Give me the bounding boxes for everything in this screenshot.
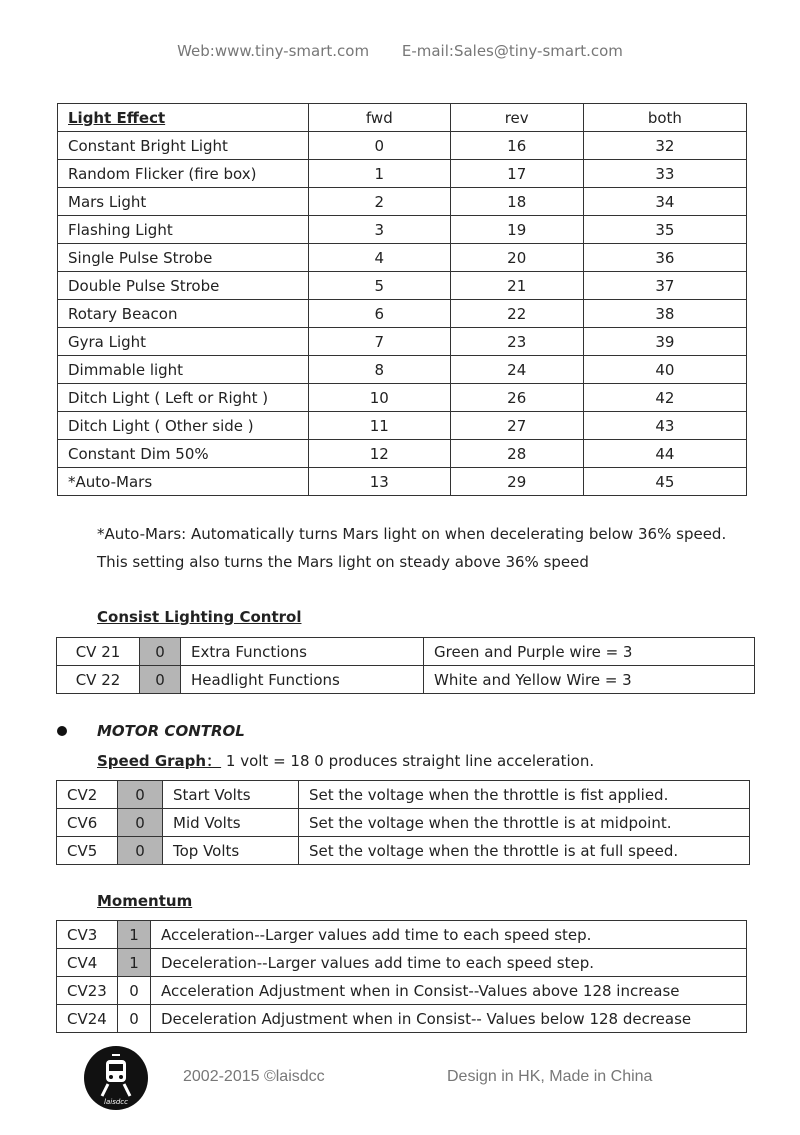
table-cell: Ditch Light ( Other side ) xyxy=(58,412,309,440)
table-cell: 35 xyxy=(583,216,746,244)
cv-number: CV5 xyxy=(57,837,118,865)
cv-description: Acceleration Adjustment when in Consist--Values above 128 increase xyxy=(151,977,747,1005)
table-cell: 2 xyxy=(309,188,451,216)
table-cell: 13 xyxy=(309,468,451,496)
table-cell: Constant Bright Light xyxy=(58,132,309,160)
table-row xyxy=(58,300,747,328)
cv-description: Set the voltage when the throttle is at full speed. xyxy=(299,837,750,865)
table-cell: Rotary Beacon xyxy=(58,300,309,328)
table-cell: Double Pulse Strobe xyxy=(58,272,309,300)
cv-value: 1 xyxy=(118,921,151,949)
table-cell: 29 xyxy=(450,468,583,496)
table-cell: 24 xyxy=(450,356,583,384)
table-cell: 34 xyxy=(583,188,746,216)
cv-description: Acceleration--Larger values add time to each speed step. xyxy=(151,921,747,949)
column-header: both xyxy=(583,104,746,132)
table-cell: 27 xyxy=(450,412,583,440)
table-cell: 7 xyxy=(309,328,451,356)
table-cell: 43 xyxy=(583,412,746,440)
table-cell: 3 xyxy=(309,216,451,244)
cv-name: Start Volts xyxy=(163,781,299,809)
table-cell: 16 xyxy=(450,132,583,160)
table-cell: 23 xyxy=(450,328,583,356)
cv-number: CV23 xyxy=(57,977,118,1005)
column-header: fwd xyxy=(309,104,451,132)
table-row xyxy=(58,132,747,160)
cv-name: Mid Volts xyxy=(163,809,299,837)
auto-mars-note: *Auto-Mars: Automatically turns Mars light on when decelerating below 36% speed. xyxy=(97,525,727,543)
table-cell: 21 xyxy=(450,272,583,300)
cv-description: Set the voltage when the throttle is at midpoint. xyxy=(299,809,750,837)
cv-number: CV 21 xyxy=(57,638,140,666)
made-in-text: Design in HK, Made in China xyxy=(447,1068,653,1085)
logo-text: laisdcc xyxy=(104,1098,128,1106)
cv-value: 0 xyxy=(118,781,163,809)
table-cell: *Auto-Mars xyxy=(58,468,309,496)
table-row xyxy=(58,216,747,244)
table-row xyxy=(58,356,747,384)
table-cell: 4 xyxy=(309,244,451,272)
speed-graph-text: 1 volt = 18 0 produces straight line acceleration. xyxy=(225,752,595,770)
table-cell: Dimmable light xyxy=(58,356,309,384)
cv-number: CV24 xyxy=(57,1005,118,1033)
table-cell: 20 xyxy=(450,244,583,272)
cv-description: Green and Purple wire = 3 xyxy=(424,638,755,666)
table-cell: 12 xyxy=(309,440,451,468)
table-cell: 33 xyxy=(583,160,746,188)
table-cell: 32 xyxy=(583,132,746,160)
table-row xyxy=(58,188,747,216)
cv-value: 0 xyxy=(118,977,151,1005)
table-row xyxy=(57,921,747,949)
table-cell: 40 xyxy=(583,356,746,384)
email-text: E-mail:Sales@tiny-smart.com xyxy=(401,42,623,60)
cv-name: Top Volts xyxy=(163,837,299,865)
light-effect-table xyxy=(57,103,747,496)
cv-number: CV 22 xyxy=(57,666,140,694)
cv-number: CV6 xyxy=(57,809,118,837)
speed-graph-table xyxy=(56,780,750,865)
table-cell: Mars Light xyxy=(58,188,309,216)
table-header-row xyxy=(58,104,747,132)
momentum-table xyxy=(56,920,747,1033)
table-row xyxy=(57,638,755,666)
table-cell: 42 xyxy=(583,384,746,412)
table-row xyxy=(58,384,747,412)
column-header: rev xyxy=(450,104,583,132)
bullet-icon xyxy=(57,726,67,736)
cv-description: Set the voltage when the throttle is fist applied. xyxy=(299,781,750,809)
table-cell: 11 xyxy=(309,412,451,440)
table-row xyxy=(57,809,750,837)
cv-number: CV2 xyxy=(57,781,118,809)
table-cell: Constant Dim 50% xyxy=(58,440,309,468)
table-cell: 10 xyxy=(309,384,451,412)
copyright-text: 2002-2015 ©laisdcc xyxy=(183,1068,325,1085)
table-row xyxy=(57,666,755,694)
table-cell: 39 xyxy=(583,328,746,356)
cv-value: 0 xyxy=(118,1005,151,1033)
table-row xyxy=(57,977,747,1005)
cv-number: CV4 xyxy=(57,949,118,977)
cv-value: 0 xyxy=(118,809,163,837)
table-cell: 28 xyxy=(450,440,583,468)
cv-description: Deceleration Adjustment when in Consist-- Values below 128 decrease xyxy=(151,1005,747,1033)
table-row xyxy=(57,949,747,977)
table-row xyxy=(58,244,747,272)
table-row xyxy=(57,1005,747,1033)
table-row xyxy=(57,781,750,809)
table-cell: 18 xyxy=(450,188,583,216)
table-cell: 36 xyxy=(583,244,746,272)
cv-value: 0 xyxy=(118,837,163,865)
cv-description: Deceleration--Larger values add time to each speed step. xyxy=(151,949,747,977)
table-cell: 19 xyxy=(450,216,583,244)
table-cell: 44 xyxy=(583,440,746,468)
table-cell: 17 xyxy=(450,160,583,188)
cv-value: 0 xyxy=(140,638,181,666)
table-cell: Flashing Light xyxy=(58,216,309,244)
table-cell: 26 xyxy=(450,384,583,412)
table-row xyxy=(58,412,747,440)
table-cell: 22 xyxy=(450,300,583,328)
table-cell: 37 xyxy=(583,272,746,300)
cv-number: CV3 xyxy=(57,921,118,949)
cv-value: 0 xyxy=(140,666,181,694)
table-cell: 38 xyxy=(583,300,746,328)
table-cell: 8 xyxy=(309,356,451,384)
momentum-section-title: Momentum xyxy=(97,892,193,910)
cv-description: White and Yellow Wire = 3 xyxy=(424,666,755,694)
consist-table xyxy=(56,637,755,694)
speed-graph-title: Speed Graph： xyxy=(97,752,222,770)
table-cell: 6 xyxy=(309,300,451,328)
table-row xyxy=(58,440,747,468)
table-row xyxy=(57,837,750,865)
table-cell: 45 xyxy=(583,468,746,496)
cv-name: Headlight Functions xyxy=(181,666,424,694)
table-cell: Single Pulse Strobe xyxy=(58,244,309,272)
table-row xyxy=(58,468,747,496)
table-cell: Gyra Light xyxy=(58,328,309,356)
laisdcc-logo-icon xyxy=(84,1046,148,1110)
table-cell: Random Flicker (fire box) xyxy=(58,160,309,188)
table-cell: Ditch Light ( Left or Right ) xyxy=(58,384,309,412)
consist-section-title: Consist Lighting Control xyxy=(97,608,302,626)
table-cell: 5 xyxy=(309,272,451,300)
speed-graph-line xyxy=(97,750,594,771)
table-row xyxy=(58,160,747,188)
table-cell: 1 xyxy=(309,160,451,188)
table-cell: 0 xyxy=(309,132,451,160)
table-row xyxy=(58,328,747,356)
motor-control-heading: MOTOR CONTROL xyxy=(97,722,245,740)
table-row xyxy=(58,272,747,300)
cv-name: Extra Functions xyxy=(181,638,424,666)
cv-value: 1 xyxy=(118,949,151,977)
column-header: Light Effect xyxy=(58,104,309,132)
auto-mars-note-2: This setting also turns the Mars light on steady above 36% speed xyxy=(97,553,589,571)
website-text: Web:www.tiny-smart.com xyxy=(177,42,370,60)
page-header xyxy=(0,42,800,60)
